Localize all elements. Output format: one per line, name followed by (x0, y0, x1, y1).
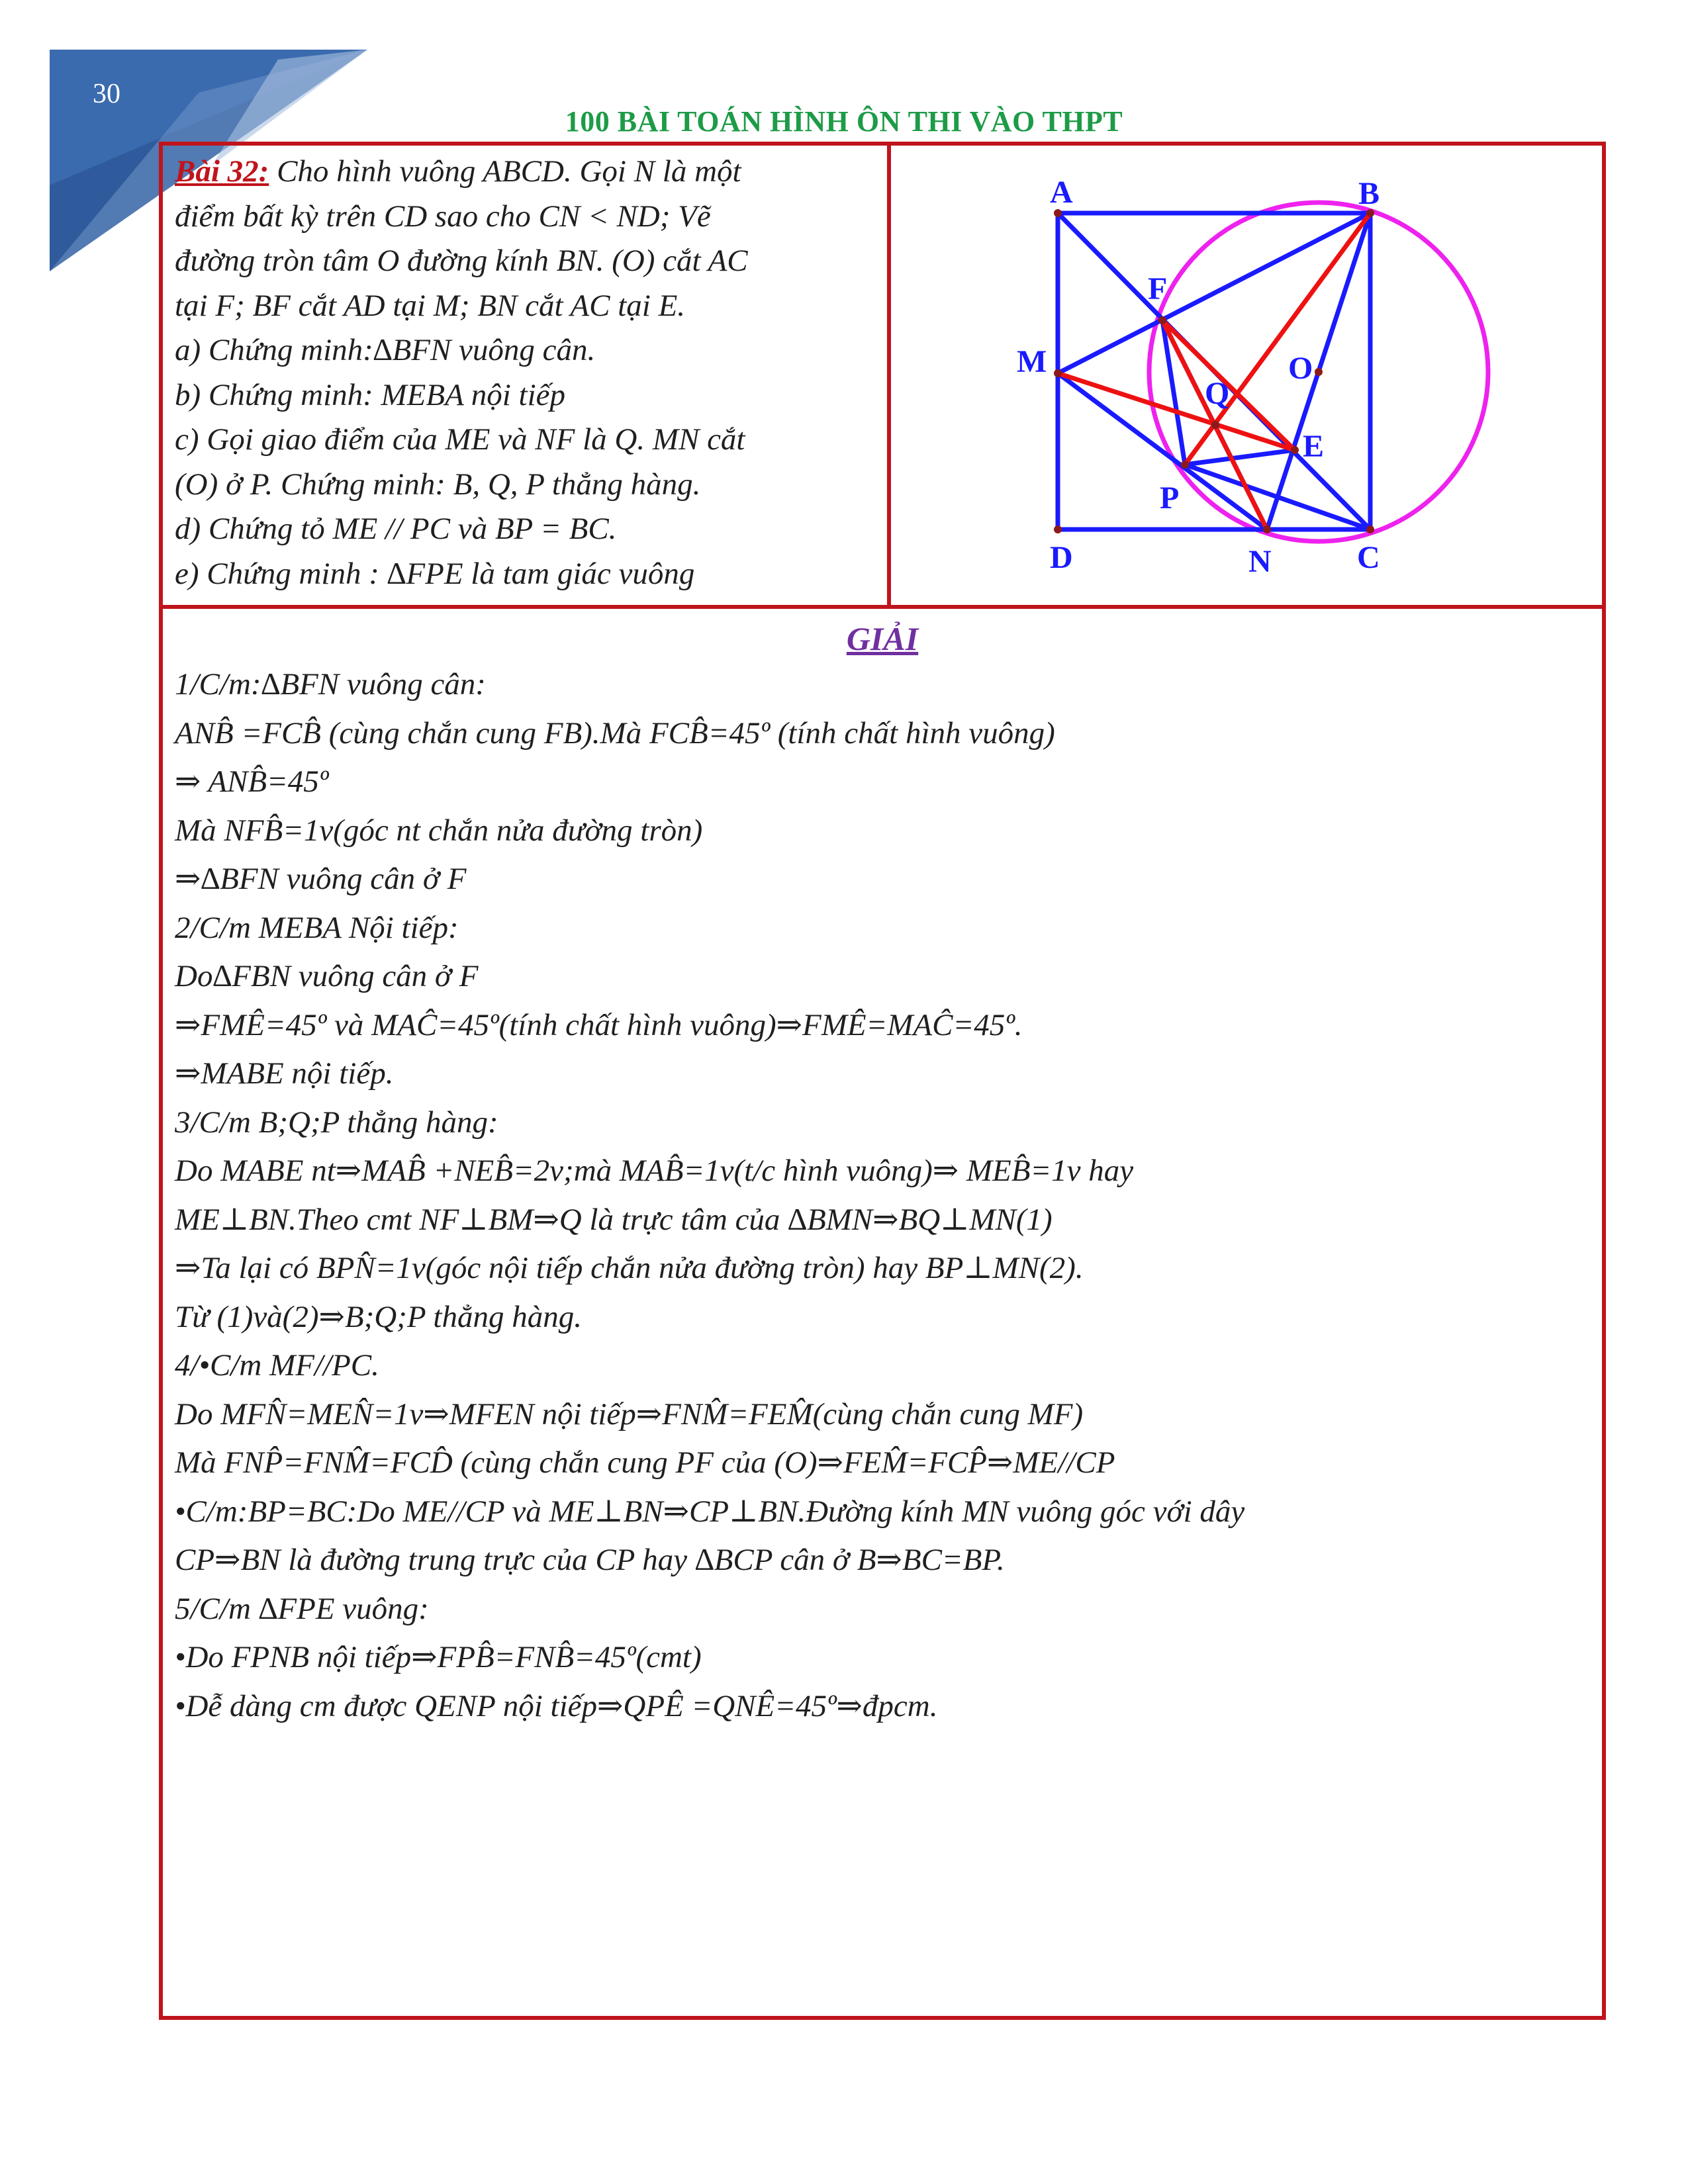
geometry-figure (891, 146, 1602, 605)
solution-line: •Dễ dàng cm được QENP nội tiếp⇒QPÊ =QNÊ=45º⇒đpcm. (175, 1688, 938, 1723)
label-c: C (1357, 540, 1380, 575)
problem-line-2: đường tròn tâm O đường kính BN. (O) cắt AC (175, 244, 748, 278)
solution-line: Từ (1)và(2)⇒B;Q;P thẳng hàng. (175, 1299, 582, 1334)
problem-statement (163, 146, 891, 605)
section-divider (163, 605, 1602, 609)
solution-line: •C/m:BP=BC:Do ME//CP và ME⊥BN⇒CP⊥BN.Đường kính MN vuông góc với dây (175, 1494, 1245, 1529)
solution-line: CP⇒BN là đường trung trực của CP hay ∆BCP cân ở B⇒BC=BP. (175, 1543, 1005, 1577)
problem-part-c: c) Gọi giao điểm của ME và NF là Q. MN cắt (175, 422, 745, 457)
problem-part-e: e) Chứng minh : ∆FPE là tam giác vuông (175, 556, 695, 591)
label-f: F (1148, 271, 1168, 306)
solution-line: ANB̂ =FCB̂ (cùng chắn cung FB).Mà FCB̂=45º (tính chất hình vuông) (175, 715, 1055, 751)
label-n: N (1248, 544, 1272, 579)
problem-line (175, 150, 875, 195)
solution-line: 5/C/m ∆FPE vuông: (175, 1591, 429, 1626)
problem-label: Bài 32: (175, 154, 269, 189)
solution-line: Do MFN̂=MEN̂=1v⇒MFEN nội tiếp⇒FNM̂=FEM̂(cùng chắn cung MF) (175, 1396, 1084, 1432)
solution-line: 1/C/m:∆BFN vuông cân: (175, 667, 486, 702)
solution-line: Do MABE nt⇒MAB̂ +NEB̂=2v;mà MAB̂=1v(t/c hình vuông)⇒ MEB̂=1v hay (175, 1154, 1134, 1188)
figure-svg (891, 146, 1602, 605)
solution-section (175, 617, 1590, 1731)
problem-line-7: (O) ở P. Chứng minh: B, Q, P thẳng hàng. (175, 467, 701, 502)
problem-line-3: tại F; BF cắt AD tại M; BN cắt AC tại E. (175, 288, 686, 323)
problem-part-a: a) Chứng minh:∆BFN vuông cân. (175, 333, 596, 367)
problem-line-1: điểm bất kỳ trên CD sao cho CN < ND; Vẽ (175, 199, 711, 234)
solution-line: Do∆FBN vuông cân ở F (175, 959, 479, 993)
problem-frame (159, 142, 1606, 2020)
solution-line: ME⊥BN.Theo cmt NF⊥BM⇒Q là trực tâm của ∆BMN⇒BQ⊥MN(1) (175, 1202, 1053, 1237)
solution-line: Mà FNP̂=FNM̂=FCD̂ (cùng chắn cung PF của (O)⇒FEM̂=FCP̂⇒ME//CP (175, 1445, 1115, 1480)
problem-part-b: b) Chứng minh: MEBA nội tiếp (175, 377, 566, 412)
running-title: 100 BÀI TOÁN HÌNH ÔN THI VÀO THPT (565, 105, 1123, 138)
solution-line: ⇒FMÊ=45º và MAĈ=45º(tính chất hình vuông)⇒FMÊ=MAĈ=45º. (175, 1007, 1023, 1042)
label-q: Q (1205, 376, 1230, 411)
solution-line: ⇒MABE nội tiếp. (175, 1056, 394, 1091)
solution-line: ⇒ ANB̂=45º (175, 764, 329, 799)
page-number: 30 (93, 79, 120, 109)
label-a: A (1050, 175, 1073, 210)
label-m: M (1017, 344, 1047, 379)
label-o: O (1288, 351, 1313, 386)
problem-part-d: d) Chứng tỏ ME // PC và BP = BC. (175, 512, 617, 546)
solution-line: •Do FPNB nội tiếp⇒FPB̂=FNB̂=45º(cmt) (175, 1640, 702, 1674)
solution-line: 2/C/m MEBA Nội tiếp: (175, 910, 459, 945)
solution-title: GIẢI (846, 620, 919, 657)
solution-line: 3/C/m B;Q;P thẳng hàng: (175, 1105, 498, 1140)
label-p: P (1160, 480, 1180, 516)
problem-line-0: Cho hình vuông ABCD. Gọi N là một (269, 154, 741, 189)
solution-line: ⇒∆BFN vuông cân ở F (175, 862, 467, 896)
solution-line: ⇒Ta lại có BPN̂=1v(góc nội tiếp chắn nửa đường tròn) hay BP⊥MN(2). (175, 1251, 1084, 1285)
label-b: B (1358, 176, 1380, 211)
label-d: D (1050, 540, 1073, 575)
solution-line: 4/•C/m MF//PC. (175, 1348, 379, 1383)
label-e: E (1303, 429, 1325, 464)
solution-line: Mà NFB̂=1v(góc nt chắn nửa đường tròn) (175, 813, 703, 848)
